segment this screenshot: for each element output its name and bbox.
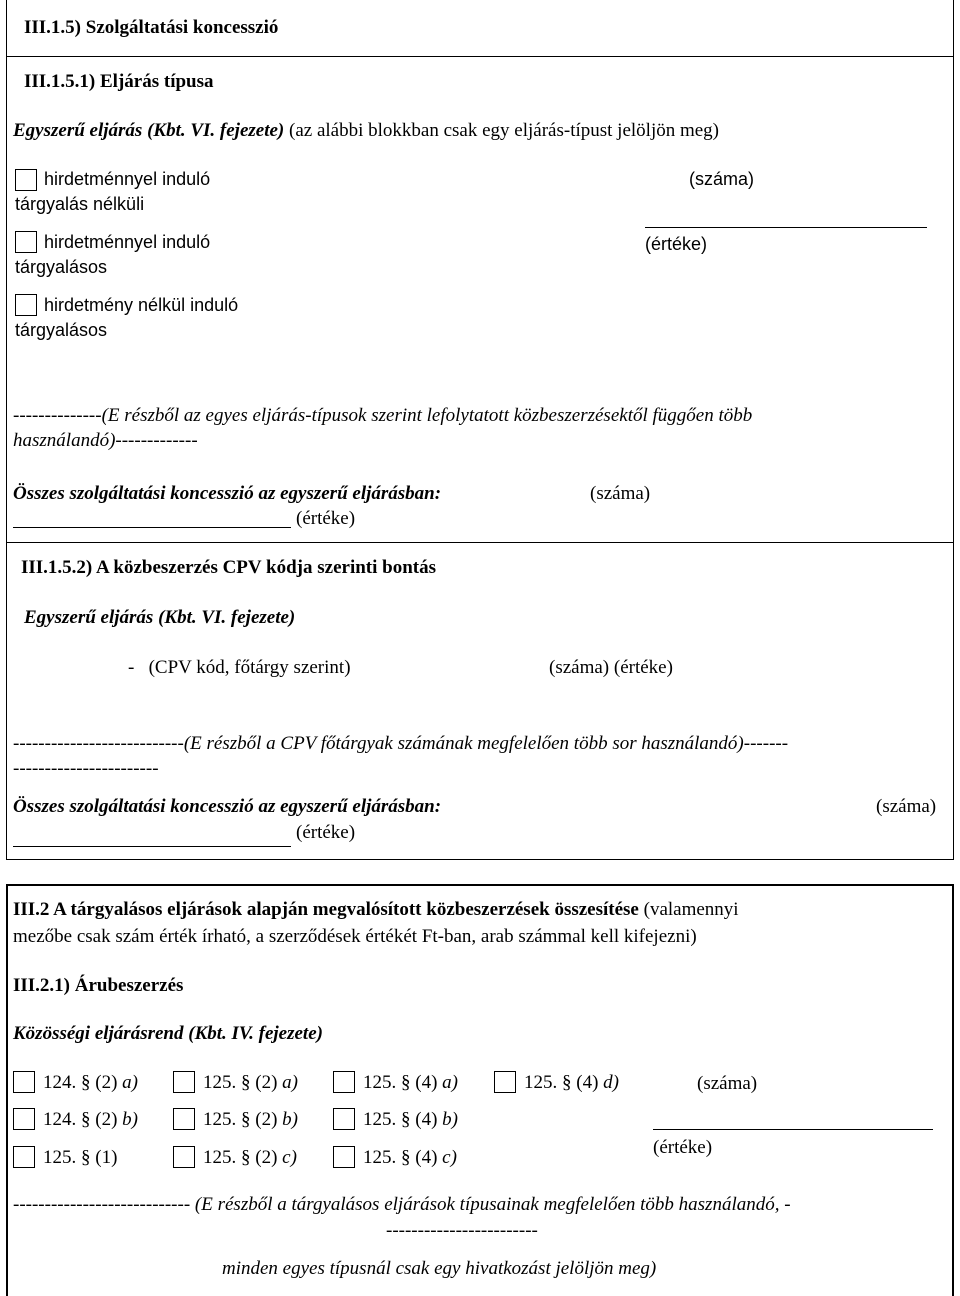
repeat-note-line-2: használandó)-------------	[13, 430, 198, 451]
value-label: (értéke)	[653, 1137, 713, 1158]
reference-letter: b)	[442, 1109, 458, 1130]
section-2-left-border	[6, 884, 8, 1296]
reference-checkbox[interactable]	[333, 1071, 355, 1093]
reference-checkbox[interactable]	[173, 1146, 195, 1168]
section-2-heading-line-1	[13, 899, 739, 921]
reference-number: 125. § (2)	[203, 1109, 283, 1130]
option-checkbox-2[interactable]	[15, 231, 37, 253]
reference-number: 124. § (2)	[43, 1109, 123, 1130]
reference-number: 125. § (2)	[203, 1147, 283, 1168]
reference-letter: c)	[442, 1147, 457, 1168]
option-label-1a: hirdetménnyel induló	[44, 169, 211, 189]
option-label-2a: hirdetménnyel induló	[44, 232, 211, 252]
reference-letter: b)	[282, 1109, 298, 1130]
reference-label	[203, 1109, 298, 1131]
total-label: Összes szolgáltatási koncesszió az egyszerű eljárásban:	[13, 483, 442, 504]
total-count-label: (száma)	[876, 796, 937, 817]
count-label: (száma)	[689, 169, 755, 189]
reference-label	[43, 1147, 117, 1169]
section-heading: III.1.5) Szolgáltatási koncesszió	[24, 17, 279, 38]
value-fill-line[interactable]	[653, 1129, 933, 1130]
reference-number: 124. § (2)	[43, 1072, 123, 1093]
subsection-heading: III.2.1) Árubeszerzés	[13, 975, 184, 996]
reference-number: 125. § (2)	[203, 1072, 283, 1093]
section-2-top-border	[6, 884, 954, 886]
reference-label	[43, 1072, 138, 1094]
reference-letter: a)	[122, 1072, 138, 1093]
repeat-note-line-2: ------------------------	[386, 1220, 538, 1241]
subsection-heading: III.1.5.2) A közbeszerzés CPV kódja szerinti bontás	[21, 557, 437, 578]
divider	[6, 542, 954, 543]
reference-checkbox[interactable]	[494, 1071, 516, 1093]
reference-letter: d)	[603, 1072, 619, 1093]
reference-checkbox[interactable]	[333, 1146, 355, 1168]
reference-label	[43, 1109, 138, 1131]
procedure-type: Közösségi eljárásrend (Kbt. IV. fejezete)	[13, 1023, 323, 1044]
total-count-label: (száma)	[590, 483, 651, 504]
reference-label	[203, 1072, 298, 1094]
repeat-note-line-1: ---------------------------(E részből a CPV főtárgyak számának megfelelően több sor használandó)-------	[13, 733, 789, 754]
procedure-type: Egyszerű eljárás (Kbt. VI. fejezete)	[24, 607, 296, 628]
reference-checkbox[interactable]	[13, 1146, 35, 1168]
reference-checkbox[interactable]	[173, 1108, 195, 1130]
procedure-type: Egyszerű eljárás (Kbt. VI. fejezete)	[13, 120, 285, 141]
total-label: Összes szolgáltatási koncesszió az egyszerű eljárásban:	[13, 796, 442, 817]
section-2-heading: III.2 A tárgyalásos eljárások alapján megvalósított közbeszerzések összesítése	[13, 899, 639, 920]
reference-number: 125. § (4)	[524, 1072, 604, 1093]
reference-label	[524, 1072, 619, 1094]
option-label-3b: tárgyalásos	[15, 320, 108, 340]
total-value-fill-line[interactable]	[13, 527, 291, 528]
reference-number: 125. § (1)	[43, 1147, 118, 1168]
reference-number: 125. § (4)	[363, 1109, 443, 1130]
reference-label	[363, 1109, 458, 1131]
option-label-2b: tárgyalásos	[15, 257, 108, 277]
reference-letter: c)	[282, 1147, 297, 1168]
reference-label	[363, 1147, 457, 1169]
total-value-label: (értéke)	[296, 508, 356, 529]
reference-letter: a)	[282, 1072, 298, 1093]
section-2-right-border	[952, 884, 954, 1296]
reference-checkbox[interactable]	[333, 1108, 355, 1130]
value-fill-line[interactable]	[645, 227, 927, 228]
reference-letter: a)	[442, 1072, 458, 1093]
option-label-3a: hirdetmény nélkül induló	[44, 295, 239, 315]
repeat-note-line-2: -----------------------	[13, 758, 159, 779]
count-label: (száma)	[697, 1073, 758, 1094]
repeat-note-line-1: ---------------------------- (E részből a tárgyalásos eljárások típusainak megfelelően több használandó, -	[13, 1194, 791, 1215]
total-value-fill-line[interactable]	[13, 846, 291, 847]
reference-label	[363, 1072, 458, 1094]
section-2-heading-line-2: mezőbe csak szám érték írható, a szerződések értékét Ft-ban, arab számmal kell kifejezni)	[13, 926, 697, 947]
reference-number: 125. § (4)	[363, 1072, 443, 1093]
option-label-1b: tárgyalás nélküli	[15, 194, 145, 214]
reference-checkbox[interactable]	[13, 1108, 35, 1130]
procedure-line	[13, 120, 719, 142]
repeat-note-line-3: minden egyes típusnál csak egy hivatkozást jelöljön meg)	[222, 1258, 657, 1279]
option-checkbox-3[interactable]	[15, 294, 37, 316]
value-label: (értéke)	[645, 234, 708, 254]
option-checkbox-1[interactable]	[15, 169, 37, 191]
cpv-values: (száma) (értéke)	[549, 657, 673, 678]
reference-checkbox[interactable]	[173, 1071, 195, 1093]
cpv-row: - (CPV kód, főtárgy szerint)	[128, 657, 351, 678]
divider	[6, 56, 954, 57]
repeat-note-line-1: --------------(E részből az egyes eljárás-típusok szerint lefolytatott közbeszerzésektől függően több	[13, 405, 753, 426]
reference-checkbox[interactable]	[13, 1071, 35, 1093]
section-2-heading-note: (valamennyi	[638, 899, 739, 920]
reference-label	[203, 1147, 297, 1169]
reference-letter: b)	[122, 1109, 138, 1130]
total-value-label: (értéke)	[296, 822, 356, 843]
subsection-heading: III.1.5.1) Eljárás típusa	[24, 71, 214, 92]
reference-number: 125. § (4)	[363, 1147, 443, 1168]
procedure-note: (az alábbi blokkban csak egy eljárás-típust jelöljön meg)	[284, 120, 720, 141]
